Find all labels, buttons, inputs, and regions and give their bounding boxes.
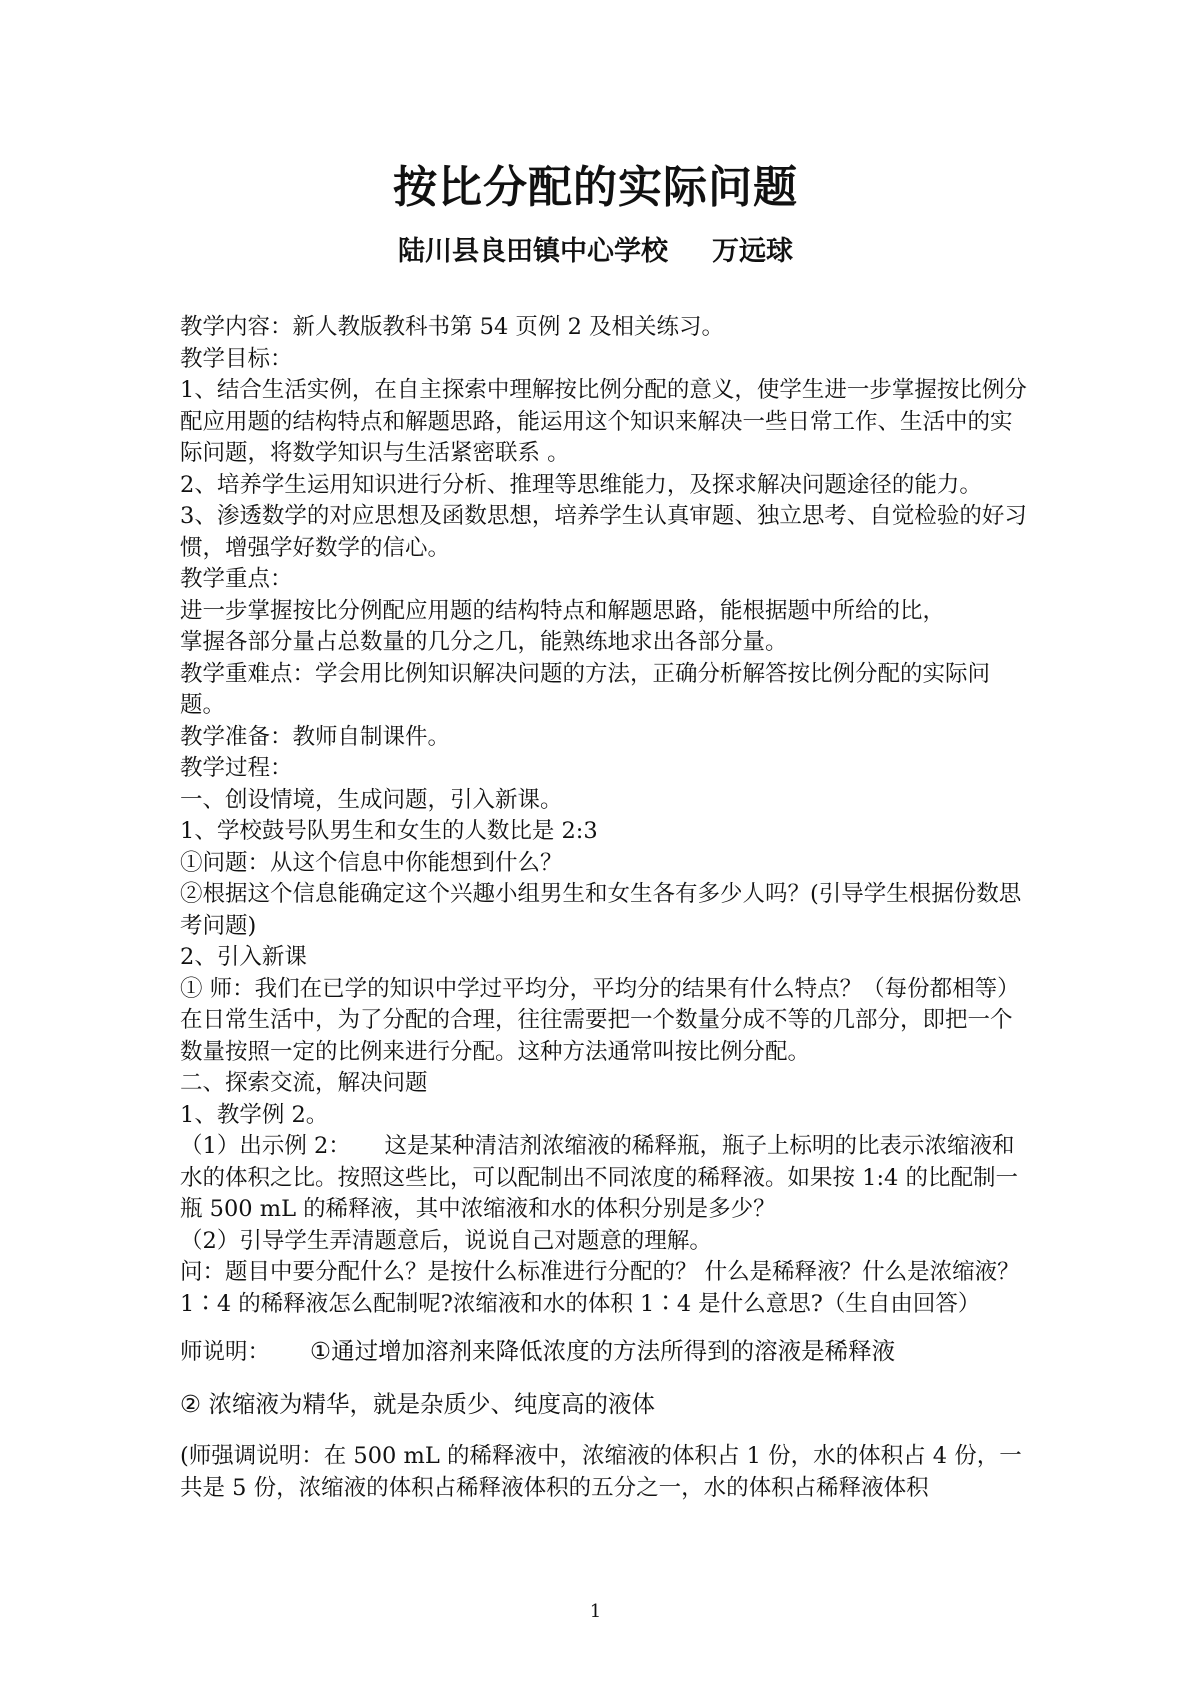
author-name: 万远球	[712, 236, 793, 267]
objective-2: 2、培养学生运用知识进行分析、推理等思维能力，及探求解决问题途径的能力。	[180, 471, 982, 498]
closing-paragraph: (师强调说明：在 500 mL 的稀释液中，浓缩液的体积占 1 份，水的体积占 4 份，一共是 5 份，浓缩液的体积占稀释液体积的五分之一，水的体积占稀释液体积	[180, 1443, 1022, 1501]
key-point-line-2: 掌握各部分量占总数量的几分之几，能熟练地求出各部分量。	[180, 629, 788, 655]
objective-3: 3、渗透数学的对应思想及函数思想，培养学生认真审题、独立思考、自觉检验的好习惯，增强学好数学的信心。	[180, 503, 1027, 561]
step-1-1: 1、学校鼓号队男生和女生的人数比是 2:3	[180, 818, 598, 844]
questions-text: 问：题目中要分配什么？是按什么标准进行分配的？ 什么是稀释液？什么是浓缩液？1∶4 的稀释液怎么配制呢?浓缩液和水的体积 1∶4 是什么意思?（生自由回答）	[180, 1259, 1020, 1317]
teacher-note-point-2: ② 浓缩液为精华，就是杂质少、纯度高的液体	[180, 1390, 656, 1418]
heading-process: 教学过程：	[180, 755, 293, 781]
question-2: ②根据这个信息能确定这个兴趣小组男生和女生各有多少人吗？(引导学生根据份数思考问题)	[180, 881, 1022, 939]
teacher-note-point-1: ①通过增加溶剂来降低浓度的方法所得到的溶液是稀释液	[310, 1337, 896, 1365]
teacher-note-label: 师说明：	[180, 1339, 271, 1365]
key-point-line-1: 进一步掌握按比分例配应用题的结构特点和解题思路，能根据题中所给的比，	[180, 597, 946, 624]
school-name: 陆川县良田镇中心学校	[398, 236, 668, 267]
section-2-heading: 二、探索交流，解决问题	[180, 1070, 428, 1096]
page-number: 1	[589, 1601, 602, 1622]
document-subtitle	[0, 234, 1191, 270]
question-1: ①问题：从这个信息中你能想到什么？	[180, 849, 563, 876]
document-body	[180, 312, 1030, 1504]
heading-objectives: 教学目标：	[180, 345, 293, 372]
preparation: 教学准备：教师自制课件。	[180, 723, 451, 750]
objective-1: 1、结合生活实例，在自主探索中理解按比例分配的意义，使学生进一步掌握按比例分配应用题的结构特点和解题思路，能运用这个知识来解决一些日常工作、生活中的实际问题，将数学知识与生活紧密联系 。	[180, 377, 1027, 466]
difficult-points: 教学重难点：学会用比例知识解决问题的方法，正确分析解答按比例分配的实际问题。	[180, 660, 991, 718]
teacher-note	[180, 1334, 1030, 1369]
step-1-2: 2、引入新课	[180, 944, 307, 970]
heading-key-points: 教学重点：	[180, 566, 293, 592]
teacher-explanation: ① 师：我们在已学的知识中学过平均分，平均分的结果有什么特点？（每份都相等）在日常生活中，为了分配的合理，往往需要把一个数量分成不等的几部分，即把一个数量按照一定的比例来进行分配。这种方法通常叫按比例分配。	[180, 975, 1020, 1065]
paragraph-content: 教学内容：新人教版教科书第 54 页例 2 及相关练习。	[180, 314, 725, 340]
guidance-text: （2）引导学生弄清题意后，说说自己对题意的理解。	[180, 1227, 712, 1254]
section-1-heading: 一、创设情境，生成问题，引入新课。	[180, 786, 563, 813]
document-title: 按比分配的实际问题	[393, 162, 798, 213]
step-2-1: 1、教学例 2。	[180, 1101, 329, 1128]
example-2-text: （1）出示例 2： 这是某种清洁剂浓缩液的稀释瓶，瓶子上标明的比表示浓缩液和水的体积之比。按照这些比，可以配制出不同浓度的稀释液。如果按 1:4 的比配制一瓶 500 mL 的稀释液，其中浓缩液和水的体积分别是多少？	[180, 1133, 1019, 1222]
